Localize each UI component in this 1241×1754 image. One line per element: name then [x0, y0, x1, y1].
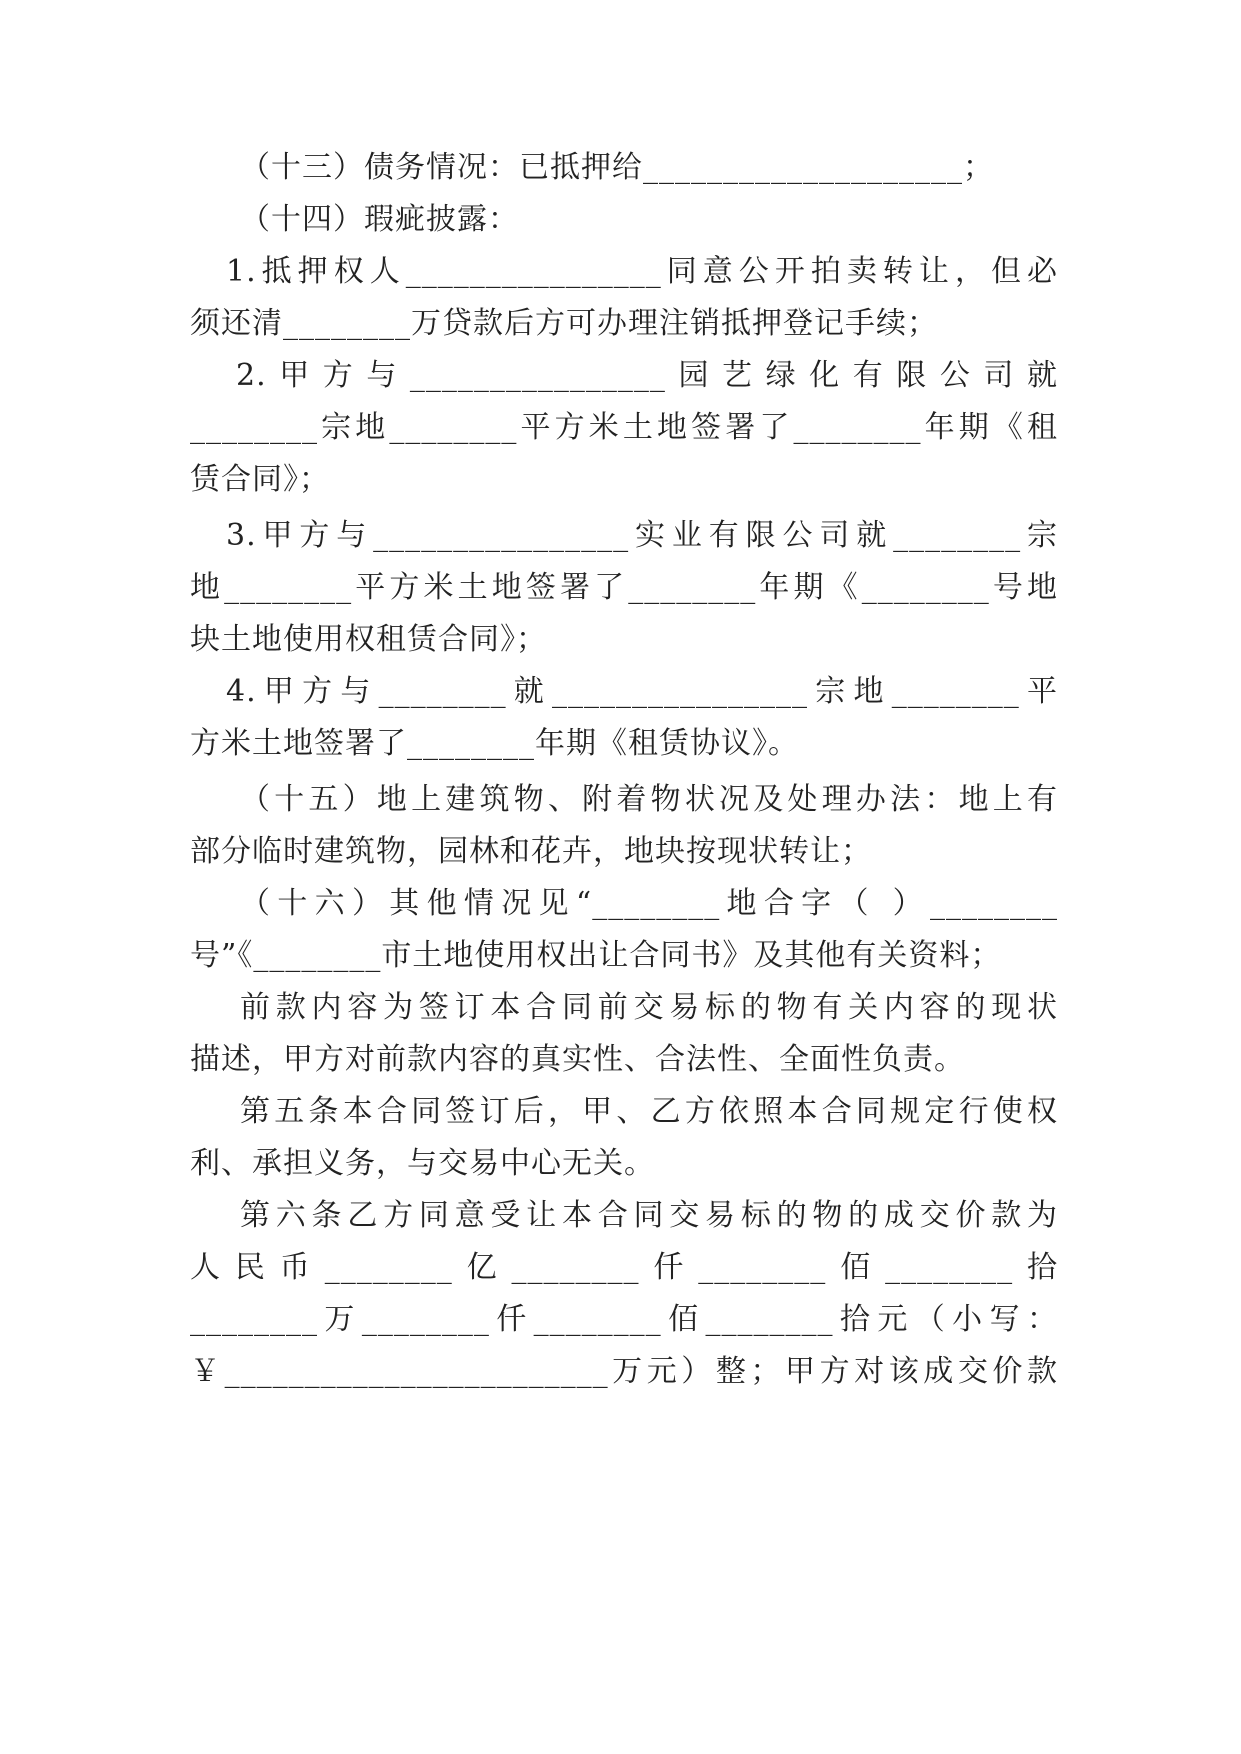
- text-line: （十五）地上建筑物、附着物状况及处理办法：地上有: [240, 782, 1058, 817]
- text-line: 地________平方米土地签署了________年期《________号地: [190, 570, 1058, 605]
- text-line: 部分临时建筑物，园林和花卉，地块按现状转让；: [190, 834, 872, 869]
- text-line: 赁合同》；: [190, 462, 330, 497]
- text-line: 人民币________亿________仟________佰________拾: [190, 1250, 1058, 1285]
- text-line: 第五条本合同签订后，甲、乙方依照本合同规定行使权: [240, 1094, 1058, 1129]
- text-line: 描述，甲方对前款内容的真实性、合法性、全面性负责。: [190, 1042, 965, 1077]
- text-line: 方米土地签署了________年期《租赁协议》。: [190, 726, 799, 761]
- text-line: 号”《________市土地使用权出让合同书》及其他有关资料；: [190, 938, 1002, 973]
- text-line: 2.甲方与________________园艺绿化有限公司就: [236, 358, 1058, 393]
- text-line: 须还清________万贷款后方可办理注销抵押登记手续；: [190, 306, 938, 341]
- text-line: （十三）债务情况：已抵押给____________________；: [240, 150, 994, 185]
- text-line: ________宗地________平方米土地签署了________年期《租: [190, 410, 1058, 445]
- text-line: 4.甲方与________就________________宗地________平: [226, 674, 1058, 709]
- text-line: 1.抵押权人________________同意公开拍卖转让，但必: [226, 254, 1058, 289]
- text-line: 块土地使用权租赁合同》；: [190, 622, 547, 657]
- text-line: ￥________________________万元）整；甲方对该成交价款: [190, 1354, 1058, 1389]
- text-line: ________万________仟________佰________拾元（小写：: [190, 1302, 1058, 1337]
- text-line: 第六条乙方同意受让本合同交易标的物的成交价款为: [240, 1198, 1058, 1233]
- text-line: 利、承担义务，与交易中心无关。: [190, 1146, 655, 1181]
- text-line: （十六）其他情况见“________地合字（ ）________: [240, 886, 1058, 921]
- text-line: 前款内容为签订本合同前交易标的物有关内容的现状: [240, 990, 1058, 1025]
- text-line: （十四）瑕疵披露：: [240, 202, 519, 237]
- text-line: 3.甲方与________________实业有限公司就________宗: [226, 518, 1058, 553]
